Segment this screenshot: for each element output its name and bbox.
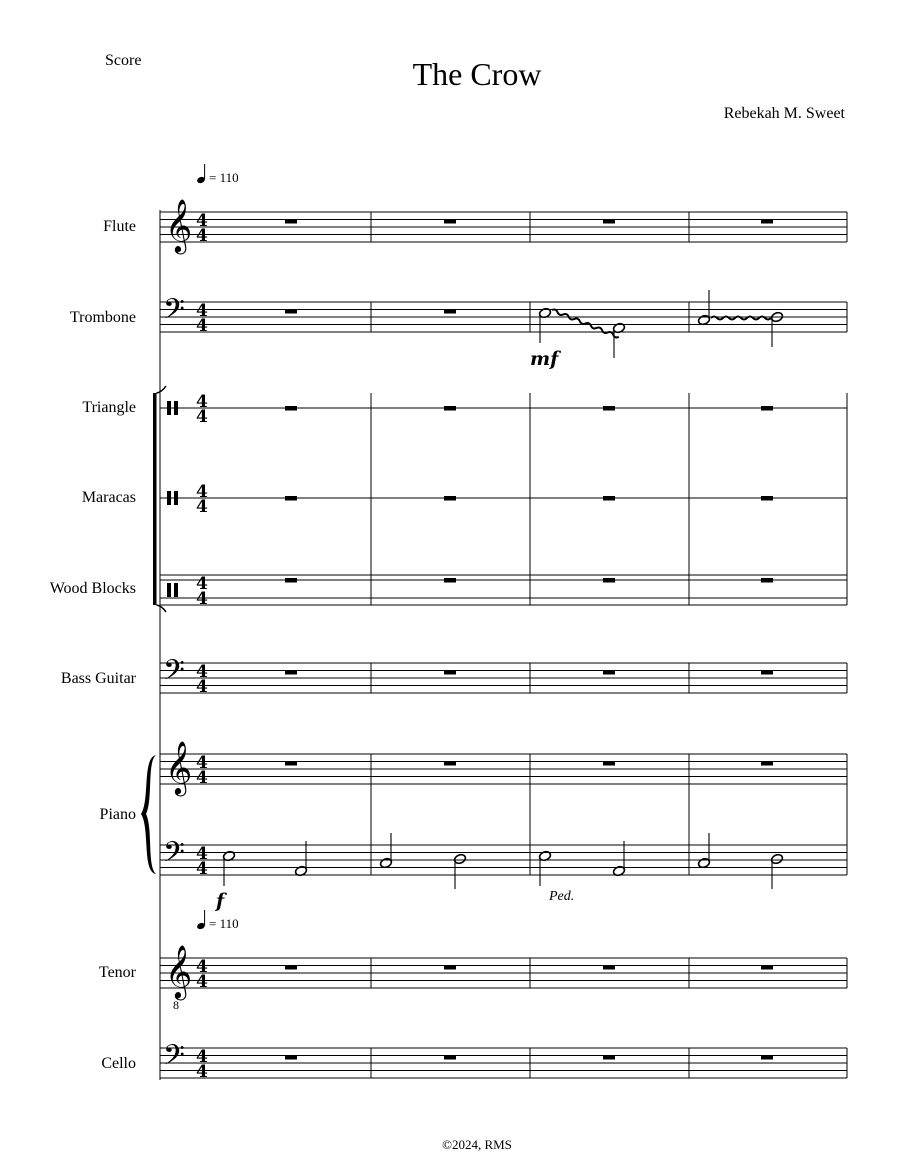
glissando-line bbox=[551, 309, 619, 339]
svg-text:4: 4 bbox=[196, 589, 208, 609]
instrument-name-bass-guitar: Bass Guitar bbox=[60, 670, 136, 687]
treble-clef-icon: 𝄞 bbox=[165, 740, 193, 794]
rest bbox=[603, 670, 615, 675]
half-note bbox=[770, 853, 783, 889]
pedal-marking: Ped. bbox=[549, 889, 575, 904]
rest bbox=[761, 219, 773, 224]
instrument-name-piano: Piano bbox=[99, 806, 136, 823]
half-note bbox=[453, 853, 466, 889]
instrument-name-flute: Flute bbox=[103, 218, 136, 235]
svg-text:= 110: = 110 bbox=[209, 916, 239, 931]
bass-clef-icon: 𝄢 bbox=[163, 1039, 185, 1079]
time-sig-bottom: 4 bbox=[196, 677, 208, 697]
piano-barlines bbox=[371, 754, 847, 875]
tempo-marking-2 bbox=[196, 910, 238, 931]
half-note bbox=[697, 290, 710, 326]
staff-piano-right-hand bbox=[160, 754, 847, 784]
half-note bbox=[538, 307, 551, 343]
rest bbox=[444, 670, 456, 675]
instrument-name-maracas: Maracas bbox=[81, 489, 136, 506]
treble-clef-icon: 𝄞 bbox=[165, 198, 193, 252]
rest bbox=[603, 1055, 615, 1060]
half-note bbox=[697, 833, 710, 869]
rest bbox=[285, 761, 297, 766]
rest bbox=[285, 219, 297, 224]
piano-brace bbox=[141, 755, 156, 874]
instrument-name-wood-blocks: Wood Blocks bbox=[49, 580, 136, 597]
half-note bbox=[538, 850, 551, 886]
dynamic-mf: mf bbox=[530, 348, 559, 370]
time-sig-top: 4 bbox=[196, 957, 208, 977]
staff-tenor bbox=[160, 958, 847, 988]
rest bbox=[603, 219, 615, 224]
rest bbox=[285, 965, 297, 970]
svg-text:4: 4 bbox=[196, 482, 208, 502]
svg-text:4: 4 bbox=[196, 574, 208, 594]
rest bbox=[444, 309, 456, 314]
bass-clef-icon: 𝄢 bbox=[163, 836, 185, 876]
half-note bbox=[294, 841, 307, 877]
rest bbox=[444, 219, 456, 224]
composer-name: Rebekah M. Sweet bbox=[723, 105, 845, 122]
rest bbox=[603, 965, 615, 970]
instrument-name-cello: Cello bbox=[101, 1055, 136, 1072]
time-sig-top: 4 bbox=[196, 301, 208, 321]
svg-text:4: 4 bbox=[196, 392, 208, 412]
dynamic-f: f bbox=[216, 890, 225, 912]
rest bbox=[444, 965, 456, 970]
half-note bbox=[222, 850, 235, 886]
time-sig-top: 4 bbox=[196, 753, 208, 773]
instrument-name-trombone: Trombone bbox=[69, 309, 136, 326]
half-note bbox=[612, 322, 625, 358]
time-sig-top: 4 bbox=[196, 844, 208, 864]
rest bbox=[603, 761, 615, 766]
staff-cello bbox=[160, 1048, 847, 1078]
time-sig-top: 4 bbox=[196, 662, 208, 682]
percussion-time-signatures bbox=[196, 392, 208, 609]
staff-piano-left-hand bbox=[160, 845, 847, 875]
staff-bass-guitar bbox=[160, 663, 847, 693]
time-sig-top: 4 bbox=[196, 1047, 208, 1067]
page-title: The Crow bbox=[412, 56, 542, 92]
half-note bbox=[612, 841, 625, 877]
time-sig-bottom: 4 bbox=[196, 316, 208, 336]
rest bbox=[285, 309, 297, 314]
rest bbox=[285, 670, 297, 675]
tempo-marking bbox=[196, 164, 238, 185]
time-sig-bottom: 4 bbox=[196, 768, 208, 788]
svg-text:= 110: = 110 bbox=[209, 170, 239, 185]
time-sig-bottom: 4 bbox=[196, 859, 208, 879]
staff-trombone bbox=[160, 302, 847, 332]
percussion-rests bbox=[285, 406, 773, 583]
rest bbox=[761, 670, 773, 675]
time-sig-bottom: 4 bbox=[196, 972, 208, 992]
copyright: ©2024, RMS bbox=[442, 1137, 512, 1152]
rest bbox=[761, 761, 773, 766]
score-label: Score bbox=[105, 52, 142, 69]
time-sig-bottom: 4 bbox=[196, 226, 208, 246]
rest bbox=[761, 965, 773, 970]
staff-flute bbox=[160, 212, 847, 242]
rest bbox=[285, 1055, 297, 1060]
bass-clef-icon: 𝄢 bbox=[163, 293, 185, 333]
instrument-name-triangle: Triangle bbox=[82, 399, 136, 416]
bass-clef-icon: 𝄢 bbox=[163, 654, 185, 694]
svg-text:4: 4 bbox=[196, 407, 208, 427]
rest bbox=[761, 1055, 773, 1060]
instrument-name-tenor: Tenor bbox=[98, 964, 136, 981]
time-sig-bottom: 4 bbox=[196, 1062, 208, 1082]
staff-wood-blocks bbox=[160, 575, 847, 605]
octave-indicator: 8 bbox=[173, 998, 179, 1012]
treble-clef-8vb-icon: 𝄞 bbox=[165, 944, 193, 998]
half-note bbox=[379, 833, 392, 869]
svg-text:4: 4 bbox=[196, 497, 208, 517]
percussion-clef-icon bbox=[167, 401, 178, 597]
rest bbox=[444, 761, 456, 766]
rest bbox=[444, 1055, 456, 1060]
time-sig-top: 4 bbox=[196, 211, 208, 231]
